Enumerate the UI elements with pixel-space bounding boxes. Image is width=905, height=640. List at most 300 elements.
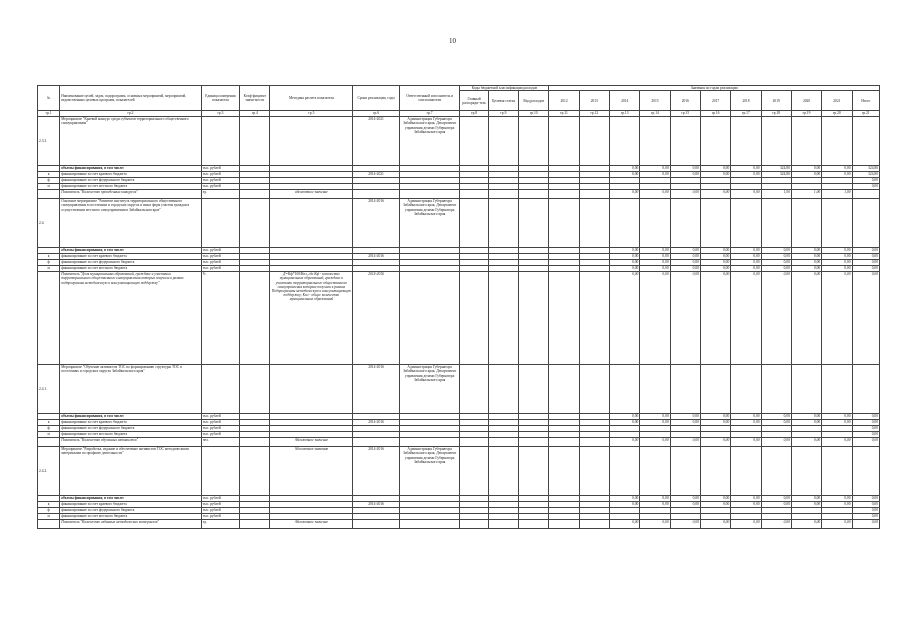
row-period: 2014-2016 [353,447,399,496]
row-expense-kind [519,272,549,365]
row-total: 0,00 [852,426,880,432]
row-period [353,438,399,447]
row-method [270,117,353,166]
row-number: 2.3.3. [38,117,60,166]
row-value-2016 [670,117,700,166]
row-number: м [38,514,60,520]
row-value-2021: 0,00 [822,272,852,365]
header-responsible: Ответственный исполнитель и соисполнители [399,86,460,111]
column-number: гр.12 [579,111,609,117]
row-total: 0,00 [852,520,880,529]
row-value-2013 [579,117,609,166]
row-value-2015: 0,00 [640,420,670,426]
row-coefficient [240,365,270,414]
row-value-2015: 0,00 [640,248,670,254]
row-period [353,190,399,199]
row-value-2016: 0,00 [670,260,700,266]
row-name: финансирование за счет федерального бюджета [60,426,202,432]
row-value-2016: 0,00 [670,520,700,529]
row-coefficient [240,438,270,447]
table-row [38,438,880,447]
row-method: Абсолютное значение [270,438,353,447]
row-period: 2014-2016 [353,254,399,260]
header-name: Наименование целей, задач, подпрограмм, основных мероприятий, мероприятий, ведомственных целевых программ, показателей [60,86,202,111]
row-value-2015: 0,00 [640,438,670,447]
header-budget-codes: Коды бюджетной классификации расходов [460,86,549,91]
row-number [38,272,60,365]
column-number: гр.13 [610,111,640,117]
row-total: 0,00 [852,266,880,272]
table-row [38,117,880,166]
row-expense-kind [519,520,549,529]
row-value-2020: 0,00 [791,420,821,426]
row-value-2012 [549,520,579,529]
row-target-article [488,117,518,166]
row-value-2016 [670,447,700,496]
row-value-2014: 0,00 [610,414,640,420]
row-value-2014: 0,00 [610,260,640,266]
row-value-2017: 0,00 [700,502,730,508]
row-name: финансирование за счет местного бюджета [60,184,202,190]
row-value-2020: 0,00 [791,248,821,254]
row-value-2015: 0,00 [640,260,670,266]
row-value-2015: 0,00 [640,520,670,529]
row-value-2015 [640,447,670,496]
row-value-2021: 0,00 [822,172,852,178]
table-row [38,199,880,248]
row-value-2017: 0,00 [700,254,730,260]
table-row [38,520,880,529]
row-value-2018: 0,00 [731,260,761,266]
row-total: 0,00 [852,420,880,426]
row-value-2015 [640,117,670,166]
row-name: объемы финансирования, в том числе: [60,166,202,172]
header-expense-kind: Вид расходов [519,91,549,111]
row-main-manager [460,520,488,529]
row-number: 2.4.1. [38,365,60,414]
row-unit: тыс. рублей [201,514,239,520]
header-total: Итого [852,91,880,111]
header-year-values: Значения по годам реализации [549,86,880,91]
row-total [852,199,880,248]
row-target-article [488,520,518,529]
row-number: 2.4. [38,199,60,248]
header-year-2013: 2013 [579,91,609,111]
row-value-2015: 0,00 [640,496,670,502]
row-value-2016: 0,00 [670,172,700,178]
row-value-2017: 0,00 [700,248,730,254]
row-value-2014: 0,00 [610,496,640,502]
row-value-2021: 0,00 [822,438,852,447]
row-total [852,365,880,414]
header-year-2015: 2015 [640,91,670,111]
row-responsible: Администрация Губернатора Забайкальского края, Департамент управления делами Губернатора Забайкальского края [399,365,460,414]
row-total: 0,00 [852,254,880,260]
row-number: к [38,254,60,260]
row-name: Показатель "Количество изданных методических материалов" [60,520,202,529]
row-value-2014: 0,00 [610,438,640,447]
row-name: финансирование за счет краевого бюджета [60,420,202,426]
row-value-2019: 0,00 [761,254,791,260]
row-value-2014: 0,00 [610,254,640,260]
row-value-2015: 0,00 [640,254,670,260]
row-value-2019 [761,447,791,496]
row-value-2018: 0,00 [731,438,761,447]
row-value-2013 [579,438,609,447]
row-unit: тыс. рублей [201,254,239,260]
row-value-2018: 0,00 [731,520,761,529]
row-name: финансирование за счет федерального бюджета [60,508,202,514]
row-value-2021: 0,00 [822,266,852,272]
row-name: объемы финансирования, в том числе: [60,496,202,502]
row-value-2014: 0,00 [610,420,640,426]
row-value-2015: 0,00 [640,166,670,172]
row-name: финансирование за счет местного бюджета [60,514,202,520]
row-number: ф [38,426,60,432]
row-value-2021: 0,00 [822,520,852,529]
row-value-2016 [670,365,700,414]
row-value-2015: 0,00 [640,266,670,272]
row-value-2019: 0,00 [761,502,791,508]
row-number: м [38,266,60,272]
row-value-2017: 0,00 [700,260,730,266]
row-value-2012 [549,438,579,447]
row-unit: тыс. рублей [201,508,239,514]
row-total: 0,00 [852,438,880,447]
row-total: 0,00 [852,272,880,365]
row-value-2016: 0,00 [670,496,700,502]
row-value-2013 [579,190,609,199]
row-value-2020: 0,00 [791,266,821,272]
row-value-2018: 0,00 [731,414,761,420]
row-unit [201,447,239,496]
row-value-2020: 0,00 [791,496,821,502]
row-value-2014: 0,00 [610,172,640,178]
row-number: ф [38,178,60,184]
header-num: № [38,86,60,111]
row-value-2019: 0,00 [761,272,791,365]
row-value-2017 [700,447,730,496]
row-unit: тыс. рублей [201,266,239,272]
row-value-2019: 0,00 [761,414,791,420]
row-unit: тыс. рублей [201,260,239,266]
row-unit: тыс. рублей [201,496,239,502]
row-value-2016: 0,00 [670,166,700,172]
row-target-article [488,190,518,199]
row-method: Абсолютное значение [270,447,353,496]
row-value-2020: 1,00 [791,190,821,199]
row-value-2018 [731,447,761,496]
row-value-2013 [579,520,609,529]
row-coefficient [240,520,270,529]
row-value-2017: 0,00 [700,172,730,178]
row-value-2018: 0,00 [731,502,761,508]
row-responsible: Администрация Губернатора Забайкальского края, Департамент управления делами Губернатора Забайкальского края [399,199,460,248]
row-expense-kind [519,117,549,166]
row-value-2014: 0,00 [610,248,640,254]
row-method: Д=Кф*100/Кпл, где Кф - количество муниципальных образований, граждане и участники территориального общественного самоуправления которых получили в рамках Подпрограммы методическую и консультационную поддержку; Кпл - общее количество муниципальных образований [270,272,353,365]
row-value-2016: 0,00 [670,414,700,420]
row-value-2016: 0,00 [670,190,700,199]
row-number: м [38,184,60,190]
row-number: к [38,502,60,508]
row-expense-kind [519,438,549,447]
row-value-2015: 0,00 [640,502,670,508]
column-number: гр.16 [700,111,730,117]
row-number: к [38,420,60,426]
row-value-2015 [640,365,670,414]
row-period: 2014-2016 [353,365,399,414]
row-value-2019 [761,365,791,414]
header-main-manager: Главный распоряди-тель [460,91,488,111]
row-total: 0,00 [852,496,880,502]
row-total: 0,00 [852,184,880,190]
row-value-2017: 0,00 [700,166,730,172]
row-responsible [399,190,460,199]
row-period: 2014-2016 [353,502,399,508]
row-value-2021: 0,00 [822,254,852,260]
row-responsible [399,520,460,529]
row-value-2016: 0,00 [670,248,700,254]
row-value-2012 [549,447,579,496]
row-number: ф [38,508,60,514]
column-number: гр.1 [38,111,60,117]
row-value-2021: 0,00 [822,166,852,172]
row-unit: тыс. рублей [201,426,239,432]
row-value-2017: 0,00 [700,414,730,420]
row-name: Показатель "Доля муниципальных образований, граждане и участники территориального общественного самоуправления которых получили в рамках подпрограммы методическую и консультационную поддержку" [60,272,202,365]
row-main-manager [460,117,488,166]
row-value-2016: 0,00 [670,438,700,447]
row-name: Мероприятие "Разработка, издание и обеспечение активистов ТОС методическими материалами по профилю деятельности" [60,447,202,496]
table-row [38,190,880,199]
row-value-2021 [822,447,852,496]
row-expense-kind [519,365,549,414]
row-method [270,365,353,414]
header-year-2020: 2020 [791,91,821,111]
table-row [38,447,880,496]
row-period: 2014-2016 [353,420,399,426]
row-value-2013 [579,365,609,414]
row-value-2021: 0,00 [822,502,852,508]
header-year-2017: 2017 [700,91,730,111]
row-period: 2014-2016 [353,272,399,365]
column-number: гр.14 [640,111,670,117]
row-value-2012 [549,199,579,248]
row-value-2021: 1,00 [822,190,852,199]
header-year-2014: 2014 [610,91,640,111]
header-year-2012: 2012 [549,91,579,111]
row-target-article [488,199,518,248]
row-main-manager [460,272,488,365]
row-value-2014: 0,00 [610,502,640,508]
row-value-2012 [549,117,579,166]
row-unit: % [201,272,239,365]
row-value-2017: 0,00 [700,272,730,365]
row-expense-kind [519,190,549,199]
row-value-2018 [731,365,761,414]
row-value-2018: 0,00 [731,254,761,260]
header-unit: Единица измерения показателя [201,86,239,111]
header-year-2019: 2019 [761,91,791,111]
row-value-2014: 0,00 [610,266,640,272]
row-target-article [488,365,518,414]
column-number: гр.10 [519,111,549,117]
row-name: финансирование за счет краевого бюджета [60,172,202,178]
row-number [38,520,60,529]
row-main-manager [460,190,488,199]
table-row [38,365,880,414]
row-value-2020: 0,00 [791,260,821,266]
header-year-2018: 2018 [731,91,761,111]
column-number: гр.19 [791,111,821,117]
row-value-2018: 0,00 [731,248,761,254]
row-number: 2.4.2. [38,447,60,496]
row-unit: тыс. рублей [201,420,239,426]
table-body [38,86,880,529]
row-total: 0,00 [852,260,880,266]
row-value-2014: 0,00 [610,520,640,529]
row-method: абсолютное значение [270,190,353,199]
row-total: 0,00 [852,248,880,254]
row-main-manager [460,365,488,414]
row-value-2021 [822,199,852,248]
row-value-2015 [640,199,670,248]
row-period: 2014-2021 [353,172,399,178]
row-unit: ед. [201,190,239,199]
page-number: 10 [449,37,456,45]
row-unit: тыс. рублей [201,178,239,184]
row-value-2014: 0,00 [610,190,640,199]
row-responsible: Администрация Губернатора Забайкальского края, Департамент управления делами Губернатора Забайкальского края [399,117,460,166]
row-total: 0,00 [852,502,880,508]
row-name: объемы финансирования, в том числе: [60,414,202,420]
column-number: гр.6 [353,111,399,117]
row-value-2019 [761,117,791,166]
row-value-2020 [791,447,821,496]
row-total [852,117,880,166]
row-total: 0,00 [852,508,880,514]
row-name: финансирование за счет краевого бюджета [60,502,202,508]
table-row [38,272,880,365]
row-total: 0,00 [852,414,880,420]
column-number: гр.5 [270,111,353,117]
row-value-2019: 0,00 [761,266,791,272]
header-coef: Коэф-фициент значи-мости [240,86,270,111]
row-unit: тыс. рублей [201,166,239,172]
row-value-2020: 0,00 [791,172,821,178]
row-value-2019: 1,00 [761,190,791,199]
row-number: к [38,172,60,178]
header-target-article: Целевая статья [488,91,518,111]
row-value-2018: 0,00 [731,496,761,502]
row-value-2021: 0,00 [822,420,852,426]
column-number: гр.15 [670,111,700,117]
row-total: 0,00 [852,432,880,438]
row-value-2013 [579,272,609,365]
row-name: Мероприятие "Обучение активистов ТОС по формированию структуры ТОС в поселениях и городских округах Забайкальского края" [60,365,202,414]
row-value-2018 [731,117,761,166]
row-number [38,190,60,199]
row-value-2014: 0,00 [610,166,640,172]
row-value-2012 [549,365,579,414]
row-name: финансирование за счет краевого бюджета [60,254,202,260]
row-total: 324,80 [852,172,880,178]
row-value-2019: 0,00 [761,520,791,529]
row-value-2021: 0,00 [822,248,852,254]
row-value-2015: 0,00 [640,414,670,420]
row-value-2014 [610,199,640,248]
row-value-2020: 0,00 [791,520,821,529]
column-number: гр.18 [761,111,791,117]
row-value-2020 [791,117,821,166]
column-number: гр.20 [822,111,852,117]
row-value-2014: 0,00 [610,272,640,365]
row-value-2020: 0,00 [791,502,821,508]
row-value-2020 [791,365,821,414]
row-value-2015: 0,00 [640,272,670,365]
row-value-2017: 0,00 [700,420,730,426]
row-number: ф [38,260,60,266]
row-expense-kind [519,447,549,496]
column-number: гр.8 [460,111,488,117]
row-name: финансирование за счет местного бюджета [60,266,202,272]
row-unit [201,365,239,414]
row-period: 2014-2021 [353,117,399,166]
row-value-2017 [700,365,730,414]
row-value-2017: 0,00 [700,438,730,447]
column-number: гр.7 [399,111,460,117]
row-total: 324,80 [852,166,880,172]
row-value-2016: 0,00 [670,502,700,508]
row-coefficient [240,199,270,248]
column-number: гр.17 [731,111,761,117]
row-number: м [38,432,60,438]
row-value-2013 [579,199,609,248]
row-main-manager [460,447,488,496]
row-unit [201,117,239,166]
row-name: финансирование за счет федерального бюджета [60,178,202,184]
column-number: гр.21 [852,111,880,117]
row-value-2020: 0,00 [791,414,821,420]
row-unit: тыс. рублей [201,432,239,438]
row-unit: ед. [201,520,239,529]
row-value-2016: 0,00 [670,254,700,260]
column-number: гр.3 [201,111,239,117]
row-name: Показатель "Количество проведенных конкурсов" [60,190,202,199]
header-period: Сроки реализации, годы [353,86,399,111]
row-period: 2014-2016 [353,199,399,248]
row-total: 0,00 [852,178,880,184]
row-value-2018: 0,00 [731,272,761,365]
row-unit: тыс. рублей [201,502,239,508]
row-value-2019: 0,00 [761,496,791,502]
row-unit: чел. [201,438,239,447]
row-value-2017 [700,199,730,248]
row-name: объемы финансирования, в том числе: [60,248,202,254]
row-value-2021 [822,365,852,414]
column-number: гр.2 [60,111,202,117]
row-name: Показатель "Количество обученных активистов" [60,438,202,447]
program-table [37,85,880,529]
row-responsible [399,438,460,447]
row-total [852,447,880,496]
row-value-2012 [549,272,579,365]
row-responsible [399,272,460,365]
row-name: финансирование за счет федерального бюджета [60,260,202,266]
row-main-manager [460,199,488,248]
row-unit: тыс. рублей [201,414,239,420]
